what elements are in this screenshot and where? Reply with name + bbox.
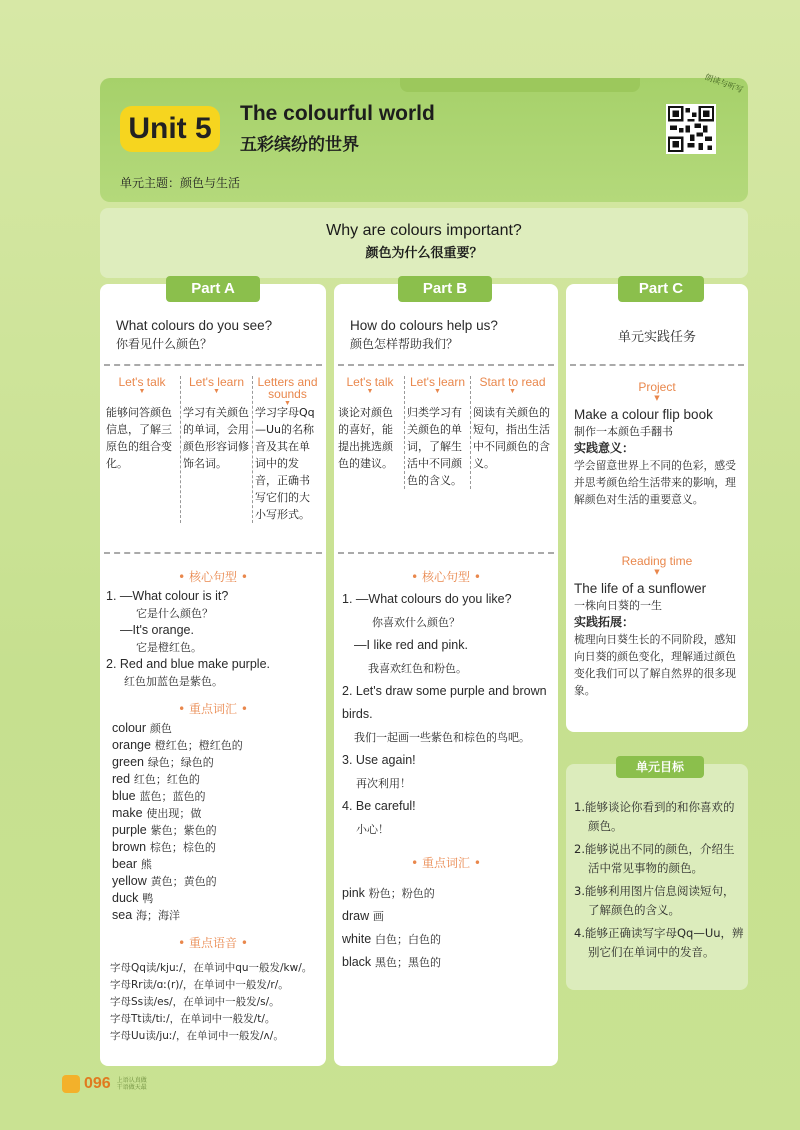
part-c-project (574, 406, 744, 508)
page-footer (62, 1072, 147, 1096)
unit-badge: Unit 5 (120, 106, 220, 152)
triangle-down-icon: ▼ (434, 388, 441, 395)
project-meaning-label: 实践意义： (574, 441, 635, 455)
col-body: 归类学习有关颜色的单词，了解生活中不同颜色的含义。 (407, 406, 462, 487)
sentence-en: —I like red and pink. (354, 638, 468, 652)
part-a-sentences (106, 588, 320, 690)
vocab-title-text: 重点词汇 (421, 856, 470, 870)
unit-title-en: The colourful world (240, 102, 435, 125)
triangle-down-icon: ▼ (213, 388, 220, 395)
sentence-cn: 小心！ (356, 823, 389, 836)
part-b-columns (336, 376, 556, 489)
part-a-columns (104, 376, 322, 523)
sentence-cn: 它是什么颜色？ (136, 607, 213, 620)
triangle-down-icon: ▼ (654, 568, 660, 576)
header-decor-bar (400, 78, 640, 92)
part-a-tab: Part A (166, 276, 260, 302)
unit-goals-title: 单元目标 (616, 756, 704, 778)
project-en: Make a colour flip book (574, 407, 713, 422)
phonics-item: 字母Uu读/juː/，在单词中一般发/ʌ/。 (110, 1030, 284, 1042)
col-head: Let's learn (410, 375, 465, 389)
part-a-panel (100, 280, 326, 1066)
footer-note (117, 1077, 147, 1091)
core-title-text: 核心句型 (421, 570, 470, 584)
qr-label: 朗读与听写 (703, 72, 745, 95)
vocab-item: yellow 黄色；黄色的 (112, 874, 217, 888)
sentence-en: 1. —What colour is it? (106, 589, 229, 603)
vocab-item: purple 紫色；紫色的 (112, 823, 217, 837)
part-b-col-read (470, 376, 554, 489)
question-en: Why are colours important? (326, 222, 522, 239)
phonics-item: 字母Tt读/tiː/，在单词中一般发/t/。 (110, 1013, 276, 1025)
part-b-question (350, 316, 498, 354)
part-b-core-title: • 核心句型 • (411, 570, 481, 584)
page-number: 096 (84, 1075, 111, 1092)
col-head: Let's talk (118, 375, 166, 389)
col-body: 学习字母Qq—Uu的名称音及其在单词中的发音，正确书写它们的大小写形式。 (255, 406, 315, 521)
part-a-question (116, 316, 272, 354)
unit-theme: 单元主题：颜色与生活 (120, 176, 241, 190)
part-a-col-learn (180, 376, 252, 523)
vocab-item: colour 颜色 (112, 721, 172, 735)
sentence-cn: 红色加蓝色是紫色。 (124, 675, 223, 688)
vocab-item: pink 粉色；粉色的 (342, 886, 435, 900)
part-a-phonics (110, 960, 322, 1045)
question-cn: 颜色为什么很重要？ (365, 246, 483, 261)
vocab-item: orange 橙红色；橙红色的 (112, 738, 243, 752)
triangle-down-icon: ▼ (654, 394, 660, 402)
project-meaning: 学会留意世界上不同的色彩，感受并思考颜色给生活带来的影响，理解颜色对生活的重要意义。 (574, 459, 736, 506)
part-a-question-cn: 你看见什么颜色？ (116, 337, 213, 351)
vocab-item: bear 熊 (112, 857, 152, 871)
vocab-item: blue 蓝色；蓝色的 (112, 789, 206, 803)
part-c-panel (566, 280, 748, 732)
reading-en: The life of a sunflower (574, 581, 707, 596)
vocab-item: make 使出现；做 (112, 806, 202, 820)
unit-goals-list (574, 798, 744, 966)
part-b-col-talk (336, 376, 404, 489)
divider (104, 364, 322, 366)
reading-label: Reading time (621, 554, 693, 568)
part-b-question-cn: 颜色怎样帮助我们？ (350, 337, 459, 351)
part-a-phonics-title: • 重点语音 • (178, 936, 248, 950)
goal-item: 4.能够正确读写字母Qq—Uu，辨别它们在单词中的发音。 (574, 926, 744, 959)
col-body: 谈论对颜色的喜好，能提出挑选颜色的建议。 (338, 406, 393, 470)
reading-cn: 一株向日葵的一生 (574, 599, 662, 612)
sentence-en: 1. —What colours do you like? (342, 592, 512, 606)
reading-ext: 梳理向日葵生长的不同阶段，感知向日葵的颜色变化，理解通过颜色变化我们可以了解自然界的很多现象。 (574, 633, 736, 697)
part-b-question-en: How do colours help us? (350, 318, 498, 333)
goal-item: 2.能够说出不同的颜色，介绍生活中常见事物的颜色。 (574, 842, 735, 875)
sentence-en: 4. Be careful! (342, 799, 416, 813)
sentence-en: —It's orange. (120, 623, 194, 637)
triangle-down-icon: ▼ (509, 388, 516, 395)
sentence-en: 2. Let's draw some purple and brown birds. (342, 684, 547, 721)
col-body: 阅读有关颜色的短句，指出生活中不同颜色的含义。 (473, 406, 550, 470)
part-a-col-talk (104, 376, 180, 523)
vocab-item: green 绿色；绿色的 (112, 755, 214, 769)
divider (338, 552, 554, 554)
col-head: Letters and sounds (257, 375, 318, 401)
part-b-panel (334, 280, 558, 1066)
divider (570, 364, 744, 366)
triangle-down-icon: ▼ (366, 388, 374, 395)
col-body: 学习有关颜色的单词，会用颜色形容词修饰名词。 (183, 406, 249, 470)
part-c-tab: Part C (618, 276, 704, 302)
goal-item: 1.能够谈论你看到的和你喜欢的颜色。 (574, 800, 735, 833)
part-a-vocab-title: • 重点词汇 • (178, 702, 248, 716)
part-b-vocab-title: • 重点词汇 • (411, 856, 481, 870)
unit-title-cn: 五彩缤纷的世界 (240, 135, 359, 155)
phonics-item: 字母Ss读/es/，在单词中一般发/s/。 (110, 996, 280, 1008)
qr-code-icon[interactable] (666, 104, 716, 154)
footer-note-line: 干语做天最 (116, 1084, 147, 1091)
vocab-item: black 黑色；黑色的 (342, 955, 442, 969)
part-c-reading (574, 580, 744, 699)
triangle-down-icon: ▼ (284, 400, 291, 407)
sentence-cn: 我喜欢红色和粉色。 (368, 662, 467, 675)
project-label: Project (638, 380, 676, 394)
footer-note-line: 上语认真做 (116, 1077, 147, 1084)
part-b-vocab (342, 882, 556, 974)
part-b-sentences (342, 588, 556, 841)
mascot-icon (62, 1075, 80, 1093)
sentence-cn: 它是橙红色。 (136, 641, 202, 654)
core-title-text: 核心句型 (188, 570, 237, 584)
part-a-col-letters (252, 376, 322, 523)
vocab-item: brown 棕色；棕色的 (112, 840, 216, 854)
phonics-title-text: 重点语音 (188, 936, 237, 950)
sentence-en: 3. Use again! (342, 753, 416, 767)
col-body: 能够问答颜色信息，了解三原色的组合变化。 (106, 406, 172, 470)
divider (338, 364, 554, 366)
phonics-item: 字母Rr读/ɑː(r)/，在单词中一般发/r/。 (110, 979, 289, 991)
col-head: Let's learn (189, 375, 244, 389)
part-b-tab: Part B (398, 276, 492, 302)
divider (104, 552, 322, 554)
sentence-cn: 你喜欢什么颜色？ (372, 616, 460, 629)
unit-question (100, 208, 748, 278)
part-c-subtitle: 单元实践任务 (617, 330, 696, 345)
part-a-question-en: What colours do you see? (116, 318, 273, 333)
sentence-cn: 我们一起画一些紫色和棕色的鸟吧。 (354, 731, 530, 744)
vocab-item: white 白色；白色的 (342, 932, 442, 946)
unit-goals-panel (566, 760, 748, 990)
sentence-en: 2. Red and blue make purple. (106, 657, 270, 671)
part-a-core-title: • 核心句型 • (178, 570, 248, 584)
vocab-title-text: 重点词汇 (188, 702, 237, 716)
vocab-item: draw 画 (342, 909, 384, 923)
reading-ext-label: 实践拓展： (574, 615, 635, 629)
vocab-item: duck 鸭 (112, 891, 154, 905)
sentence-cn: 再次利用！ (356, 777, 411, 790)
goal-item: 3.能够利用图片信息阅读短句，了解颜色的含义。 (574, 884, 735, 917)
vocab-item: red 红色；红色的 (112, 772, 200, 786)
vocab-item: sea 海；海洋 (112, 908, 180, 922)
unit-header (100, 72, 748, 202)
col-head: Let's talk (346, 375, 394, 389)
phonics-item: 字母Qq读/kjuː/，在单词中qu一般发/kw/。 (110, 962, 313, 974)
project-cn: 制作一本颜色手翻书 (574, 425, 673, 438)
part-b-col-learn (404, 376, 470, 489)
triangle-down-icon: ▼ (138, 388, 146, 395)
col-head: Start to read (479, 375, 546, 389)
part-a-vocab (112, 720, 322, 924)
